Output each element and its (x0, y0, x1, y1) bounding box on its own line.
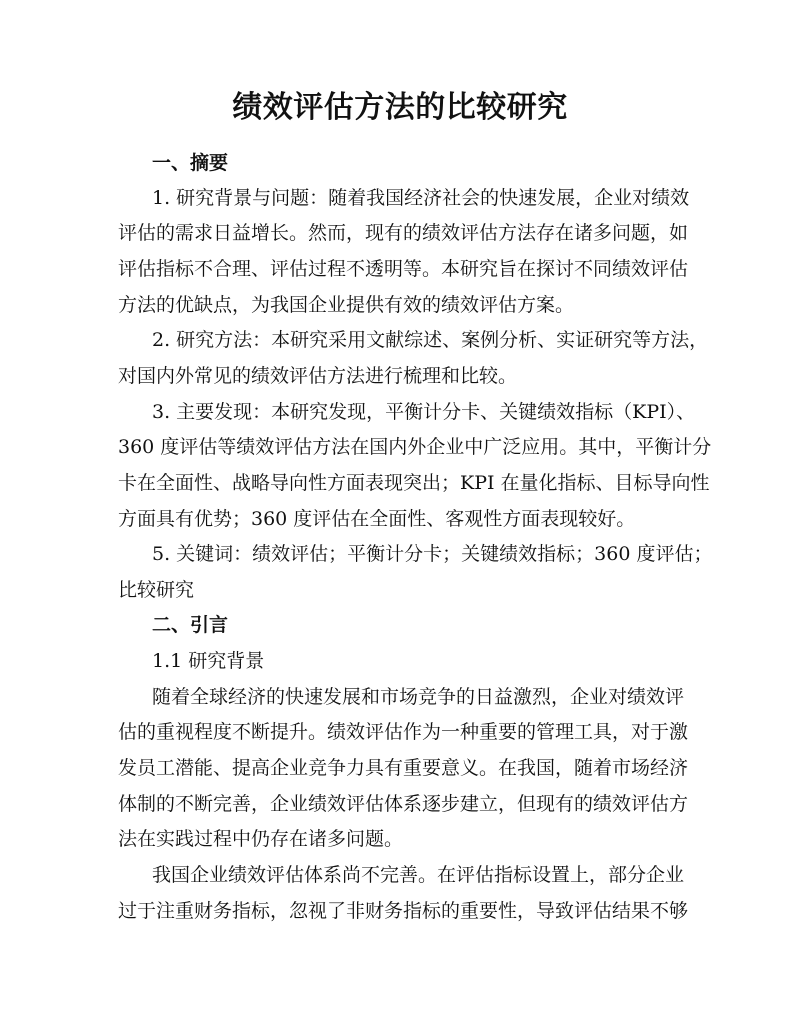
abstract-item-5-line-1 (152, 541, 712, 567)
abstract-item-3-line-4: 方面具有优势；360 度评估在全面性、客观性方面表现较好。 (118, 508, 636, 530)
abstract-item-1-number: 1. (152, 187, 171, 209)
document-title: 绩效评估方法的比较研究 (232, 90, 568, 125)
abstract-heading: 一、摘要 (152, 152, 229, 174)
background-para-2-line-1: 我国企业绩效评估体系尚不完善。在评估指标设置上，部分企业 (152, 864, 685, 886)
abstract-item-3-line-3: 卡在全面性、战略导向性方面表现突出；KPI 在量化指标、目标导向性 (118, 472, 710, 494)
background-para-1-line-1: 随着全球经济的快速发展和市场竞争的日益激烈，企业对绩效评 (152, 686, 685, 708)
background-para-1-line-5: 法在实践过程中仍存在诸多问题。 (118, 828, 404, 850)
abstract-item-1-line-2: 评估的需求日益增长。然而，现有的绩效评估方法存在诸多问题，如 (118, 222, 689, 244)
subsection-1-1-title: 1.1 研究背景 (152, 650, 265, 672)
abstract-item-2-line-1 (152, 327, 708, 353)
background-para-2-line-2: 过于注重财务指标，忽视了非财务指标的重要性，导致评估结果不够 (118, 900, 689, 922)
background-para-1-line-3: 发员工潜能、提高企业竞争力具有重要意义。在我国，随着市场经济 (118, 757, 689, 779)
abstract-item-3-text-1: 主要发现：本研究发现，平衡计分卡、关键绩效指标（KPI）、 (176, 401, 696, 423)
abstract-item-5-line-2: 比较研究 (118, 579, 195, 601)
abstract-item-1-line-3: 评估指标不合理、评估过程不透明等。本研究旨在探讨不同绩效评估 (118, 258, 689, 280)
abstract-item-5-number: 5. (152, 543, 171, 565)
intro-heading: 二、引言 (152, 614, 229, 636)
abstract-item-3-line-1 (152, 399, 695, 425)
abstract-item-2-line-2: 对国内外常见的绩效评估方法进行梳理和比较。 (118, 365, 518, 387)
abstract-item-1-text-1: 研究背景与问题：随着我国经济社会的快速发展，企业对绩效 (176, 187, 690, 209)
abstract-item-3-line-2: 360 度评估等绩效评估方法在国内外企业中广泛应用。其中，平衡计分 (118, 436, 712, 458)
abstract-item-2-number: 2. (152, 329, 171, 351)
background-para-1-line-4: 体制的不断完善，企业绩效评估体系逐步建立，但现有的绩效评估方 (118, 793, 689, 815)
abstract-item-3-number: 3. (152, 401, 171, 423)
abstract-item-1-line-1 (152, 185, 689, 211)
abstract-item-1-line-4: 方法的优缺点，为我国企业提供有效的绩效评估方案。 (118, 294, 575, 316)
abstract-item-5-text-1: 关键词：绩效评估；平衡计分卡；关键绩效指标；360 度评估； (176, 543, 713, 565)
background-para-1-line-2: 估的重视程度不断提升。绩效评估作为一种重要的管理工具，对于激 (118, 721, 689, 743)
abstract-item-2-text-1: 研究方法：本研究采用文献综述、案例分析、实证研究等方法， (176, 329, 709, 351)
